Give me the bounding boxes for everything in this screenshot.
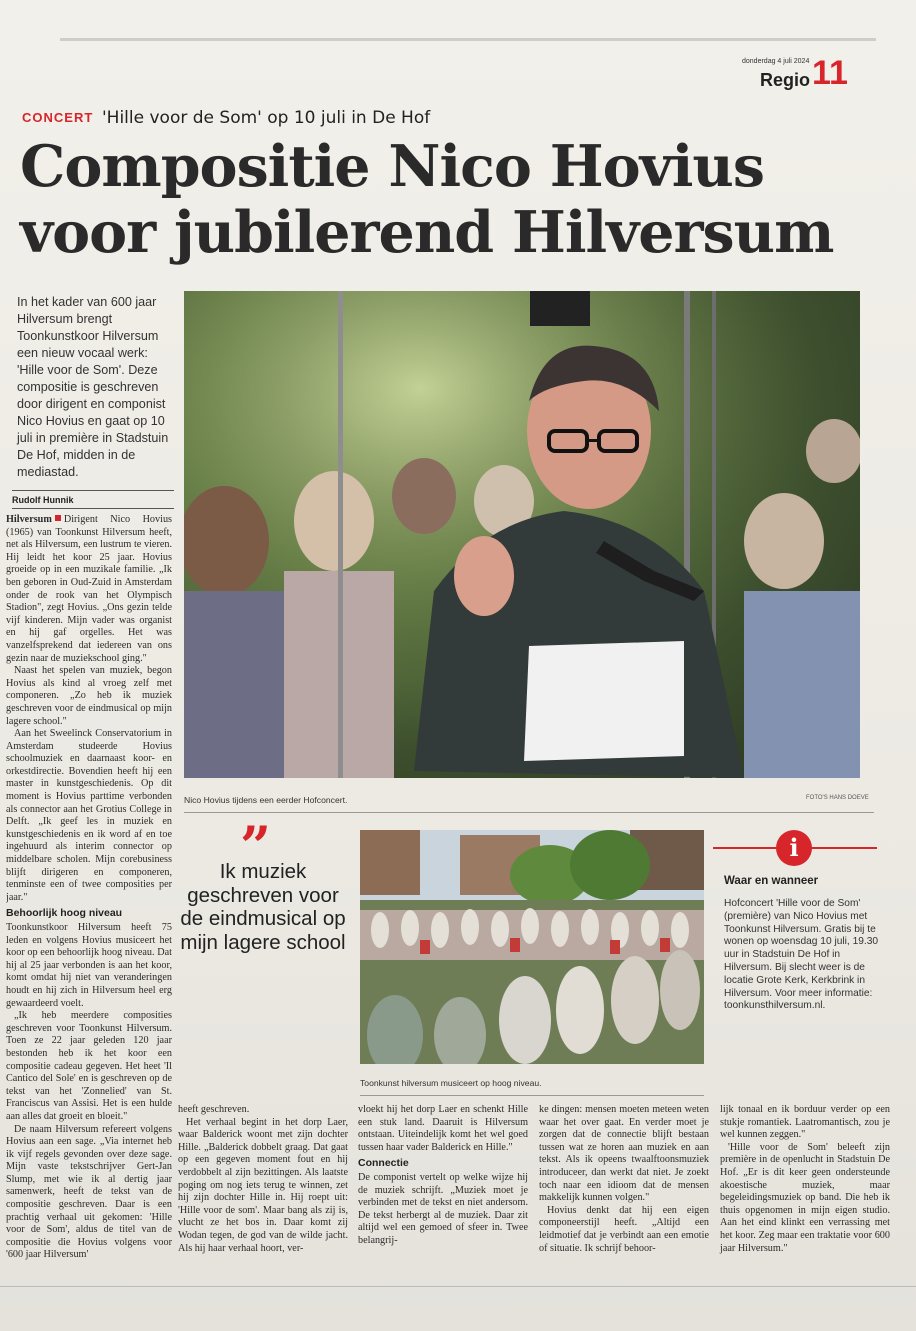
article-column-5: [720, 1104, 890, 1255]
dateline: Hilversum: [6, 514, 52, 525]
section-name: Regio: [760, 70, 811, 90]
headline-line-2: voor jubilerend Hilversum: [20, 199, 834, 266]
paragraph: „Ik heb meerdere composities geschreven voor Toonkunst Hilversum. Toen ze 22 jaar geleden 120 jaar bestonden heb ik het koor een compositie cadeau gegeven. Het heet 'Il Cantico del Sole' en is geschreven op de tekst van het 'Zonnelied' van St. Franciscus van Assisi. Het is een hulde aan alles dat groeit en bloeit.": [6, 1010, 172, 1122]
paragraph: Hovius denkt dat hij een eigen componeerstijl heeft. „Altijd een leidmotief dat je verbindt aan een emotie of situatie. Ik schrijf behoor-: [539, 1204, 709, 1254]
article-column-2: [178, 1104, 348, 1255]
caption-rule: [184, 812, 874, 813]
paragraph: 'Hille voor de Som' beleeft zijn première in de openlucht in Stadstuin De Hof. „Er is dit keer geen ondersteunde akoestische muziek, maar begeleidingsmuziek op band. Die heb ik thuis opgenomen in mijn eigen studio. Aan het eind klinkt een verrassing met het koor. Zeg maar een traktatie voor 600 jaar Hilversum.": [720, 1141, 890, 1254]
paragraph: De naam Hilversum refereert volgens Hovius aan een sage. „Via internet heb ik vijf regels gevonden over deze sage. Mijn vaste tekstschrijver Gert-Jan Slump, met wie ik al dertig jaar samenwerk, heeft de tekst van de compositie geschreven. Daar is een prachtig verhaal uit gekomen: 'Hille voor de Som', aldus de titel van de compositie die Hovius volgens voor '600 jaar Hilversum': [6, 1123, 172, 1261]
article-column-3: [358, 1104, 528, 1248]
paragraph: vloekt hij het dorp Laer en schenkt Hille een stuk land. Daaruit is Hilversum ontstaan. Uiteindelijk komt het wel goed tussen haar vader Balderick en Hille.": [358, 1104, 528, 1153]
article-column-4: [539, 1104, 709, 1255]
dateline-square-icon: [55, 515, 61, 521]
paragraph: De componist vertelt op welke wijze hij de muziek schrijft. „Muziek moet je verbinden met de tekst en niet andersom. De tekst herbergt al de muziek. Daar zit altijd wel een gemoed of sfeer in. Twee belangrij-: [358, 1171, 528, 1246]
pull-quote: Ik muziek geschreven voor de eindmusical op mijn lagere school: [180, 860, 346, 954]
bottom-rule: [0, 1286, 916, 1287]
main-photo-caption: Nico Hovius tijdens een eerder Hofconcert.: [184, 795, 348, 805]
article-intro: In het kader van 600 jaar Hilversum brengt Toonkunstkoor Hilversum een nieuw vocaal werk: 'Hille voor de Som'. Deze compositie is geschreven door dirigent en componist Nico Hovius en gaat op 10 juli in première in Stadstuin De Hof, midden in de mediastad.: [17, 295, 169, 479]
quote-mark-icon: ”: [240, 814, 272, 878]
intro-rule: [12, 490, 174, 491]
choir-photo-illustration: [360, 830, 704, 1064]
article-subhead: 'Hille voor de Som' op 10 juli in De Hof: [102, 108, 431, 128]
paragraph: Het verhaal begint in het dorp Laer, waar Balderick woont met zijn dochter Hille. „Balderick dobbelt graag. Dat gaat op een gegeven moment fout en hij verdobbelt al zijn bezittingen. Als laatste poging om nog iets terug te winnen, zet hij zijn dochter Hille in. Hij roept uit: 'Hille voor de som'. Maar bang als zij is, vlucht ze het bos in. Daar komt zij Wodan tegen, de god van de wilde jacht. Als hij haar verhaal hoort, ver-: [178, 1116, 348, 1254]
paragraph: Toonkunstkoor Hilversum heeft 75 leden en volgens Hovius musiceert het koor op een behoorlijk hoog niveau. Dat hij al 25 jaar verbonden is aan het koor, komt omdat hij niet van veranderingen houdt en hij zich in Hilversum heel erg gewaardeerd voelt.: [6, 922, 172, 1009]
paragraph: Hilversum Dirigent Nico Hovius (1965) van Toonkunst Hilversum heeft, net als Hilversum, een lustrum te vieren. Hij leidt het koor 25 jaar. Hovius groeide op in een muzikale familie. „Ik ben geboren in Oud-Zuid in Amsterdam onder de rook van het Olympisch Stadion", zegt Hovius. „Ons gezin telde vijf kinderen. Mijn vader was organist en hij gaf orgelles. Het was vanzelfsprekend dat iedereen van ons gezin naar de muziekschool ging.": [6, 514, 172, 664]
subheading: Behoorlijk hoog niveau: [6, 907, 123, 920]
paragraph: Naast het spelen van muziek, begon Hovius als kind al vroeg zelf met componeren. „Zo heb ik muziek geschreven voor de eindmusical op mijn lagere school.": [6, 665, 172, 727]
issue-date: donderdag 4 juli 2024: [742, 58, 810, 65]
headline-line-1: Compositie Nico Hovius: [20, 133, 764, 200]
conductor-photo-illustration: [184, 291, 860, 778]
top-rule: [60, 38, 876, 41]
article-column-1: [6, 514, 172, 1282]
paragraph: ke dingen: mensen moeten meteen weten waar het over gaat. En verder moet je zorgen dat de connectie blijft bestaan tussen wat ze horen aan muziek en aan tekst. Als ik opeens twaalftoonsmuziek introduceer, dan werkt dat niet. Je zoekt toch naar een idioom dat de mensen makkelijk kunnen volgen.": [539, 1104, 709, 1204]
byline-rule: [12, 508, 174, 509]
info-title: Waar en wanneer: [724, 875, 819, 887]
paragraph: Aan het Sweelinck Conservatorium in Amsterdam studeerde Hovius schoolmuziek en daarnaast koor- en orkestdirectie. Bovendien heeft hij een master in kunstgeschiedenis. Op dit moment is Hovius parttime verbonden als connector aan het Grotius College in Delft. „Ik geef les in muziek en kunstgeschiedenis en ik word af en toe ingehuurd als interim connector op middelbare scholen. Mijn corebusiness blijft dirigeren en componeren, tenminste een of twee composities per jaar.": [6, 728, 172, 903]
article-kicker: CONCERT: [22, 110, 94, 125]
main-photo: [184, 291, 860, 778]
caption-rule-2: [360, 1095, 704, 1096]
choir-photo-caption: Toonkunst hilversum musiceert op hoog niveau.: [360, 1078, 542, 1088]
photo-credit: FOTO'S HANS DOEVE: [806, 795, 869, 801]
paragraph: lijk tonaal en ik borduur verder op een stukje romantiek. Laatromantisch, zou je wel kunnen zeggen.": [720, 1104, 890, 1141]
choir-photo: [360, 830, 704, 1064]
article-headline: [20, 134, 900, 266]
page-number: 11: [812, 54, 848, 92]
info-body: Hofconcert 'Hille voor de Som' (première) van Nico Hovius met Toonkunst Hilversum. Gratis bij te wonen op woensdag 10 juli, 19.30 uur in Stadstuin De Hof in Hilversum. Bij slecht weer is de locatie Grote Kerk, Kerkbrink in Hilversum. Voor meer informatie: toonkunsthilversum.nl.: [724, 898, 879, 1012]
info-icon: i: [776, 830, 812, 866]
subheading: Connectie: [358, 1157, 409, 1170]
paragraph: heeft geschreven.: [178, 1104, 250, 1115]
byline: Rudolf Hunnik: [12, 495, 74, 505]
